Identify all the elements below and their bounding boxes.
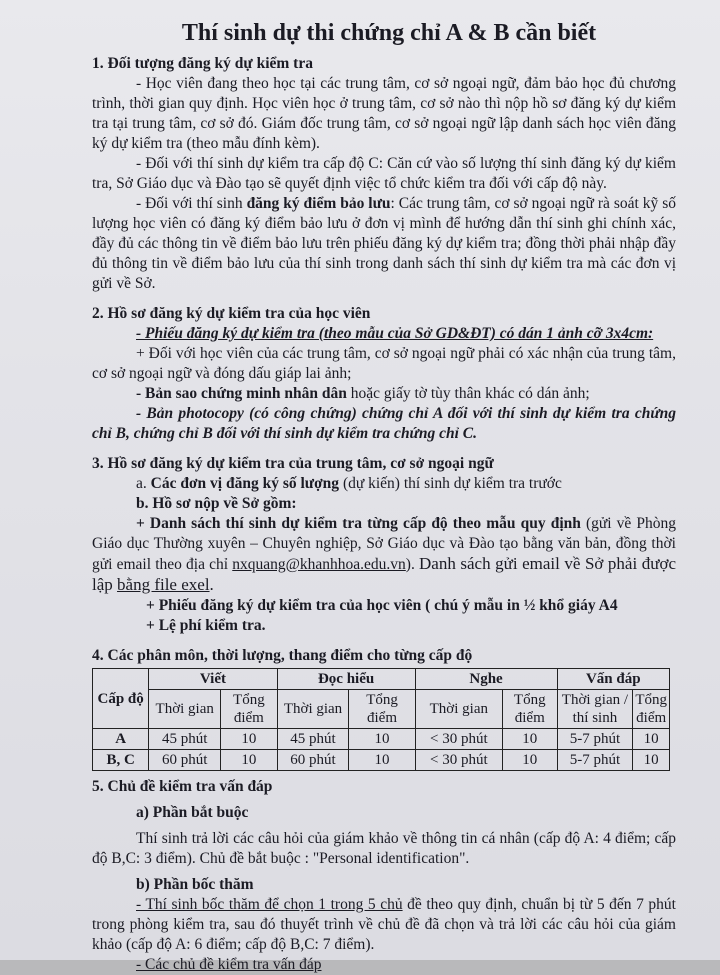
table-cell: 10 — [221, 750, 277, 771]
section-1-paragraph-2: - Đối với thí sinh dự kiểm tra cấp độ C: Căn cứ vào số lượng thí sinh đăng ký dự kiểm tra, Sở Giáo dục và Đào tạo sẽ quyết định việc tổ chức kiểm tra đối với cấp độ này. — [92, 155, 676, 192]
table-subheader: Thời gian — [415, 690, 502, 729]
text-run: . — [209, 575, 214, 594]
table-subheader: Thời gian — [149, 690, 221, 729]
text-run: - Đối với thí sinh — [136, 195, 247, 212]
bold-text: đăng ký điểm bảo lưu — [246, 195, 391, 212]
table-row — [93, 750, 670, 771]
section-3-item-b2 — [92, 596, 676, 616]
text-run: a. — [136, 475, 151, 492]
section-3-item-b1 — [92, 514, 676, 596]
section-5-heading: 5. Chủ đề kiểm tra vấn đáp — [92, 778, 273, 795]
table-cell-level: A — [93, 729, 149, 750]
bold-text: + Lệ phí kiểm tra. — [146, 617, 266, 634]
table-row — [93, 729, 670, 750]
table-cell: 60 phút — [149, 750, 221, 771]
page-title: Thí sinh dự thi chứng chỉ A & B cần biết — [181, 20, 597, 46]
table-cell: 10 — [221, 729, 277, 750]
bold-text: - Bản sao chứng minh nhân dân — [136, 385, 347, 402]
table-cell: 10 — [349, 729, 415, 750]
table-cell: 10 — [633, 729, 670, 750]
bold-text: Các đơn vị đăng ký số lượng — [150, 475, 340, 492]
table-header-level: Cấp độ — [93, 669, 149, 729]
table-header-group: Đọc hiểu — [277, 669, 415, 690]
section-5-b-last — [92, 955, 676, 975]
text-run: (dự kiến) thí sinh dự kiểm tra trước — [339, 475, 562, 492]
section-3-item-b3 — [92, 616, 676, 636]
section-2-item-4 — [92, 404, 676, 444]
table-cell: 10 — [503, 750, 557, 771]
table-cell: < 30 phút — [415, 729, 502, 750]
table-cell: 10 — [349, 750, 415, 771]
bold-italic-text: - Phiếu đăng ký dự kiểm tra (theo mẫu của Sở GD&ĐT) có dán 1 ảnh cỡ 3x4cm: — [136, 325, 654, 342]
table-subheader: Tổng điểm — [349, 690, 415, 729]
section-2-item-2: + Đối với học viên của các trung tâm, cơ sở ngoại ngữ phải có xác nhận của trung tâm, cơ sở ngoại ngữ và đóng dấu giáp lai ảnh; — [92, 345, 676, 382]
section-1-heading: 1. Đối tượng đăng ký dự kiểm tra — [92, 55, 313, 72]
table-subheader: Tổng điểm — [633, 690, 670, 729]
table-subheader: Tổng điểm — [503, 690, 557, 729]
exam-table — [92, 668, 670, 771]
table-cell: < 30 phút — [415, 750, 502, 771]
table-cell: 10 — [633, 750, 670, 771]
table-cell: 60 phút — [277, 750, 349, 771]
table-subheader: Tổng điểm — [221, 690, 277, 729]
email-link[interactable]: nxquang@khanhhoa.edu.vn — [232, 556, 406, 573]
section-2-heading: 2. Hồ sơ đăng ký dự kiểm tra của học viên — [92, 305, 371, 322]
section-3-item-a — [92, 474, 676, 494]
section-5-a-heading — [92, 803, 676, 823]
text-run: hoặc giấy tờ tùy thân khác có dán ảnh; — [346, 385, 590, 402]
bold-text: b) Phần bốc thăm — [136, 876, 254, 893]
table-subheader: Thời gian / thí sinh — [557, 690, 633, 729]
section-2-item-1 — [92, 324, 676, 344]
section-3-item-b — [92, 494, 676, 514]
text-run: : Các trung tâm, cơ sở ngoại ngữ rà soát kỹ số lượng học viên có đăng ký điểm bảo lưu ở đơn vị mình để hướng dẫn thí sinh ghi chính xác, đầy đủ các thông tin về điểm bảo lưu trên phiếu đăng ký dự kiểm tra; đồng thời phải nhập đầy đủ thông tin về điểm bảo lưu của thí sinh trong danh sách thí sinh dự kiểm tra mà các đơn vị gửi về Sở. — [92, 195, 676, 292]
text-run: ). — [405, 556, 419, 573]
text-run: (gửi về Phòng Giáo dục Thường xuyên – Chuyên nghiệp, Sở Giáo dục và Đào tạo bằng văn bản, đồng thời gửi email theo địa chỉ — [92, 515, 676, 573]
section-5-b-text — [92, 895, 676, 955]
table-header-group: Vấn đáp — [557, 669, 670, 690]
table-cell: 45 phút — [149, 729, 221, 750]
table-header-group: Nghe — [415, 669, 557, 690]
section-5-a-text: Thí sinh trả lời các câu hỏi của giám khảo về thông tin cá nhân (cấp độ A: 4 điểm; cấp độ B,C: 3 điểm). Chủ đề bắt buộc : "Personal identification". — [92, 830, 676, 867]
table-cell: 5-7 phút — [557, 729, 633, 750]
bold-text: a) Phần bắt buộc — [136, 804, 249, 821]
bold-text: b. Hồ sơ nộp về Sở gồm: — [136, 495, 297, 512]
bold-text: + Phiếu đăng ký dự kiểm tra của học viên ( chú ý mẫu in ½ khổ giáy A4 — [146, 597, 618, 614]
section-5-b-heading — [92, 875, 676, 895]
table-cell-level: B, C — [93, 750, 149, 771]
table-cell: 45 phút — [277, 729, 349, 750]
table-cell: 10 — [503, 729, 557, 750]
underlined-text: - Các chủ đề kiểm tra vấn đáp — [136, 956, 322, 973]
section-1-paragraph-1: - Học viên đang theo học tại các trung tâm, cơ sở ngoại ngữ, đảm bảo học đủ chương trình, thời gian quy định. Học viên học ở trung tâm, cơ sở nào thì nộp hồ sơ đăng ký dự kiểm tra tại trung tâm, cơ sở đó. Giám đốc trung tâm, cơ sở ngoại ngữ lập danh sách học viên đăng ký dự kiểm tra (theo mẫu đính kèm). — [92, 75, 676, 152]
section-1-paragraph-3 — [92, 194, 676, 294]
section-4-heading: 4. Các phân môn, thời lượng, thang điểm cho từng cấp độ — [92, 647, 473, 664]
table-header-group: Viết — [149, 669, 277, 690]
section-3-heading: 3. Hồ sơ đăng ký dự kiểm tra của trung tâm, cơ sở ngoại ngữ — [92, 455, 494, 472]
text-run: đề theo quy định, chuẩn bị từ 5 đến 7 phút trong phòng kiểm tra, sau đó thuyết trình về chủ đề đã chọn và trả lời các câu hỏi của giám khảo (cấp độ A: 6 điểm; cấp độ B,C: 7 điểm). — [92, 896, 676, 953]
underlined-text: bằng file exel — [117, 575, 210, 594]
table-cell: 5-7 phút — [557, 750, 633, 771]
table-subheader: Thời gian — [277, 690, 349, 729]
section-2-item-3 — [92, 384, 676, 404]
bold-italic-text: - Bản photocopy (có công chứng) chứng chỉ A đối với thí sinh dự kiểm tra chứng chỉ B, chứng chỉ B đối với thí sinh dự kiểm tra chứng chỉ C. — [92, 405, 676, 442]
underlined-text: - Thí sinh bốc thăm để chọn 1 trong 5 chủ — [136, 896, 403, 913]
text-run: Danh sách gửi email về Sở phải được lập — [92, 554, 676, 594]
bold-text: + Danh sách thí sinh dự kiểm tra từng cấp độ theo mẫu quy định — [136, 515, 581, 532]
